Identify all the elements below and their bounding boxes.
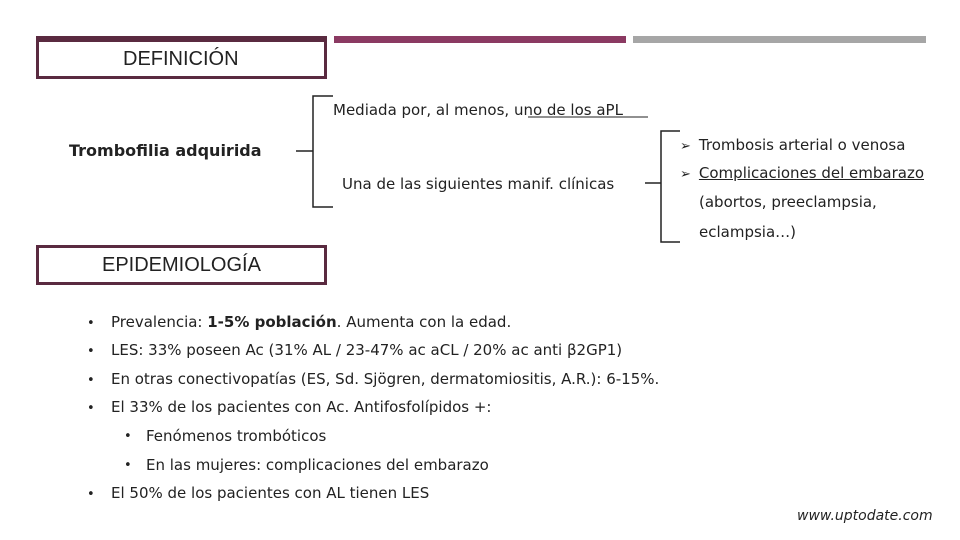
definition-diagram-lines [0,0,960,260]
option-embarazo-cont1: (abortos, preeclampsia, [699,193,877,211]
definicion-title: DEFINICIÓN [123,48,239,70]
epi-item-1-pre: Prevalencia: [111,313,208,331]
bullet-5: • [87,487,95,502]
epi-item-2: LES: 33% poseen Ac (31% AL / 23-47% ac aCL / 20% ac anti β2GP1) [111,341,623,359]
epi-item-1-post: . Aumenta con la edad. [336,313,512,331]
arrow-right-icon: ➢ [680,167,691,182]
option-trombosis [680,136,905,154]
left-bracket [313,96,333,207]
epi-item-1 [111,313,511,331]
mediada-label: Mediada por, al menos, uno de los aPL [333,101,623,119]
sub-bullet-2: • [124,458,132,473]
bullet-3: • [87,373,95,388]
option-embarazo-cont2: eclampsia…) [699,223,796,241]
sub-bullet-1: • [124,429,132,444]
epi-item-5: El 50% de los pacientes con AL tienen LES [111,484,430,502]
bullet-2: • [87,344,95,359]
option-embarazo-label: Complicaciones del embarazo [698,164,925,182]
epi-subitem-1: Fenómenos trombóticos [146,427,327,445]
bullet-4: • [87,401,95,416]
manif-label: Una de las siguientes manif. clínicas [342,175,615,193]
arrow-right-icon: ➢ [680,139,691,154]
trombofilia-label: Trombofilia adquirida [69,141,262,160]
epi-item-3: En otras conectivopatías (ES, Sd. Sjögren, dermatomiositis, A.R.): 6-15%. [111,370,660,388]
option-trombosis-label: Trombosis arterial o venosa [698,136,906,154]
source-link[interactable]: www.uptodate.com [797,508,933,524]
right-bracket [661,131,680,242]
epi-item-4: El 33% de los pacientes con Ac. Antifosfolípidos +: [111,398,492,416]
epi-subitem-2: En las mujeres: complicaciones del embarazo [146,456,489,474]
epi-item-1-bold: 1-5% población [207,313,337,331]
option-embarazo [680,164,924,182]
epidemiologia-title: EPIDEMIOLOGÍA [102,254,261,276]
bullet-1: • [87,316,95,331]
